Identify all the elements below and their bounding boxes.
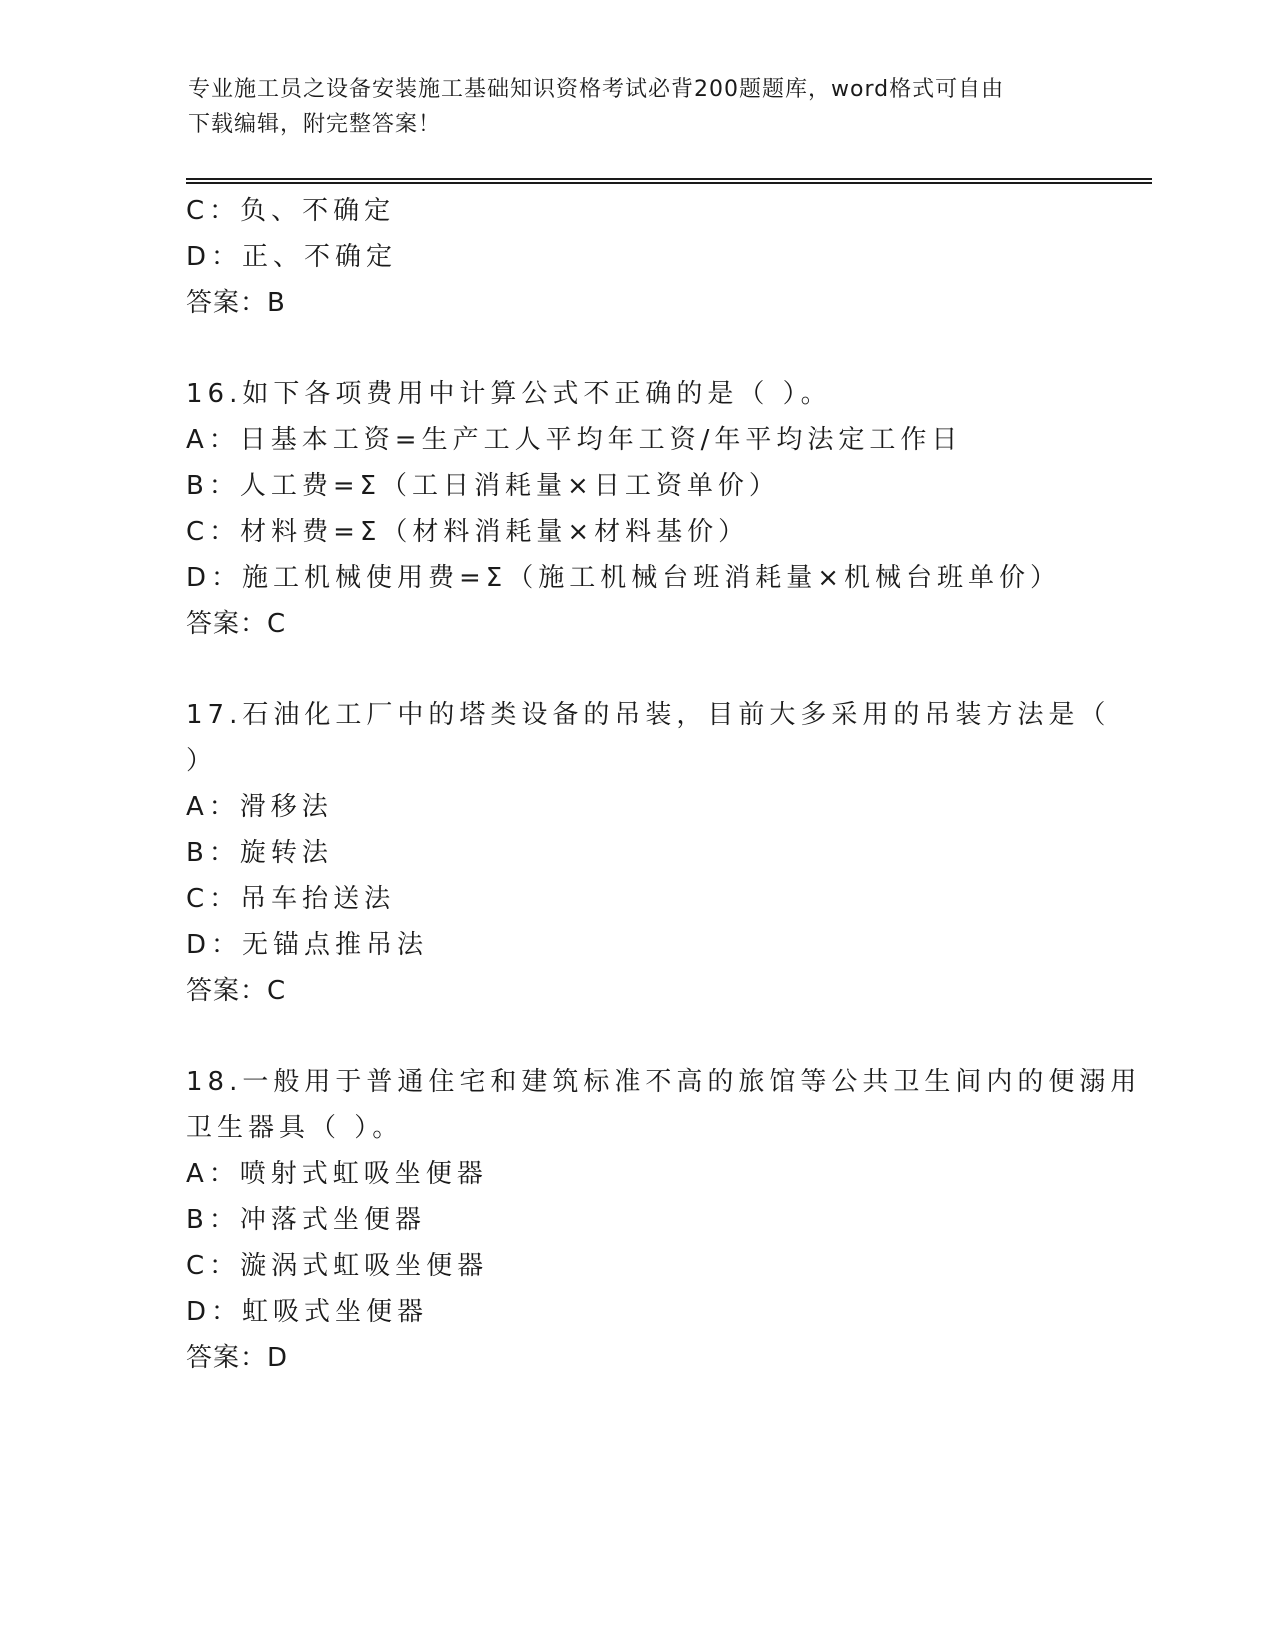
option-a: A：喷射式虹吸坐便器 <box>186 1159 488 1189</box>
question-15-tail <box>186 188 1086 326</box>
option-c: C：吊车抬送法 <box>186 884 396 914</box>
header-title-line-2: 下载编辑，附完整答案！ <box>188 112 442 137</box>
answer: 答案：D <box>186 1343 289 1373</box>
option-c: C：材料费=Σ（材料消耗量×材料基价） <box>186 517 750 547</box>
answer: 答案：C <box>186 976 287 1006</box>
spacer <box>186 1014 1086 1059</box>
header-divider-top <box>186 178 1152 180</box>
answer: 答案：C <box>186 609 287 639</box>
question-stem-line-2: ） <box>186 746 218 776</box>
option-d: D：无锚点推吊法 <box>186 930 429 960</box>
spacer <box>186 326 1086 371</box>
option-c: C：负、不确定 <box>186 196 396 226</box>
question-stem-line-1: 18.一般用于普通住宅和建筑标准不高的旅馆等公共卫生间内的便溺用 <box>186 1067 1142 1097</box>
answer: 答案：B <box>186 288 286 318</box>
option-b: B：人工费=Σ（工日消耗量×日工资单价） <box>186 471 780 501</box>
header-divider-bottom <box>186 182 1152 184</box>
question-18 <box>186 1059 1142 1381</box>
header-title-line-1: 专业施工员之设备安装施工基础知识资格考试必背200题题库，word格式可自由 <box>188 77 1005 102</box>
option-d: D：施工机械使用费=Σ（施工机械台班消耗量×机械台班单价） <box>186 563 1062 593</box>
option-d: D：正、不确定 <box>186 242 398 272</box>
document-header <box>188 72 1088 142</box>
option-b: B：冲落式坐便器 <box>186 1205 426 1235</box>
question-list <box>186 188 1142 1381</box>
option-a: A：滑移法 <box>186 792 333 822</box>
option-c: C：漩涡式虹吸坐便器 <box>186 1251 489 1281</box>
question-16 <box>186 371 1086 647</box>
option-b: B：旋转法 <box>186 838 333 868</box>
spacer <box>186 647 1086 692</box>
option-a: A：日基本工资=生产工人平均年工资/年平均法定工作日 <box>186 425 963 455</box>
question-stem: 16.如下各项费用中计算公式不正确的是（ ）。 <box>186 379 832 409</box>
question-stem-line-1: 17.石油化工厂中的塔类设备的吊装，目前大多采用的吊装方法是（ <box>186 700 1111 730</box>
question-stem-line-2: 卫生器具（ ）。 <box>186 1113 404 1143</box>
question-17 <box>186 692 1111 1014</box>
option-d: D：虹吸式坐便器 <box>186 1297 429 1327</box>
